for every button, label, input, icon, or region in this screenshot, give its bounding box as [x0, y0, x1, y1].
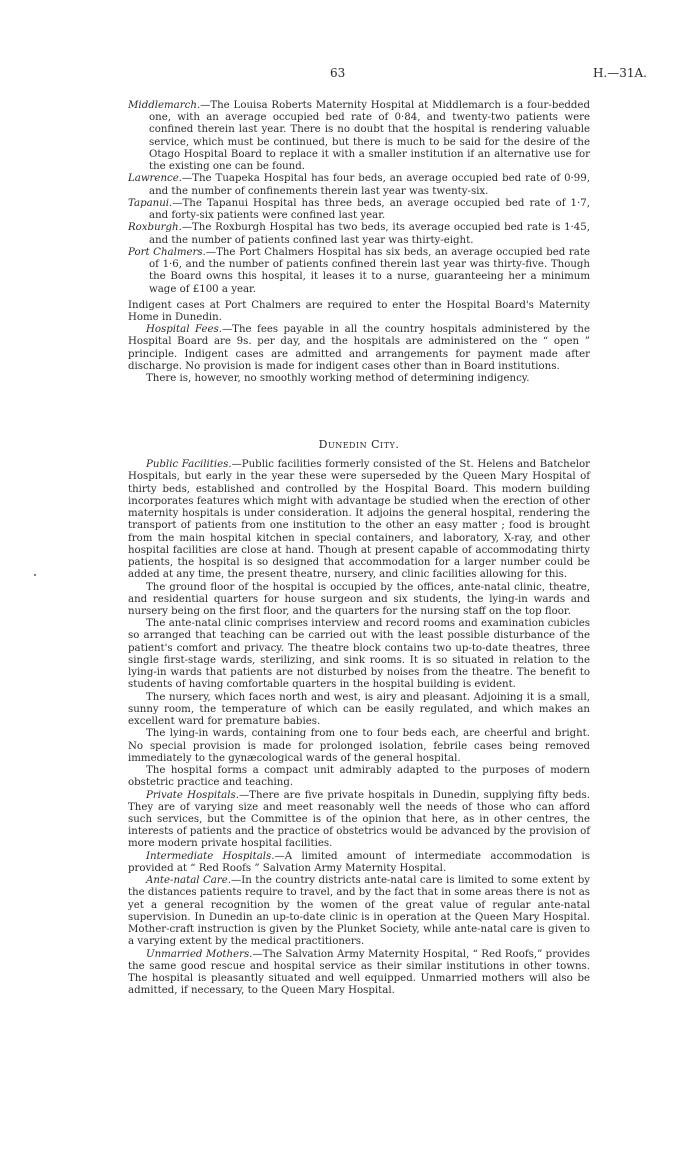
private-hospitals-text: —There are five private hospitals in Dunedin, supplying fifty beds. They are of varying size and meet reasonably well the needs of those who can afford such services, but the Committee is of the opinion that here, as in other centres, the interests of patients and the practice of obstetrics would be advanced by the provision of more modern private hospital facilities.: [128, 789, 590, 850]
hospital-fees-text: —The fees payable in all the country hospitals administered by the Hospital Board are 9s. per day, and the hospitals are administered on the “ open ” principle. Indigent cases are admitted and arrangements for payment made after discharge. No provision is made for indigent cases other than in Board institutions.: [128, 324, 590, 372]
entry-name: Middlemarch.: [128, 100, 201, 111]
paragraph: The nursery, which faces north and west, is airy and pleasant. Adjoining it is a small, sunny room, the temperature of which can be easily regulated, and which makes an excellent ward for premature babies.: [128, 691, 590, 728]
indigent-note: Indigent cases at Port Chalmers are required to enter the Hospital Board's Maternity Home in Dunedin.: [128, 299, 590, 323]
entry-port-chalmers: [128, 247, 590, 296]
intermediate-hospitals-text: —A limited amount of intermediate accommodation is provided at “ Red Roofs ” Salvation Army Maternity Hospital.: [128, 850, 590, 874]
intermediate-hospitals-label: Intermediate Hospitals.: [146, 850, 275, 862]
country-hospitals-block: [128, 100, 590, 385]
entry-name: Port Chalmers.: [128, 246, 206, 258]
public-facilities-text: —Public facilities formerly consisted of the St. Helens and Batchelor Hospitals, but early in the year these were superseded by the Queen Mary Hospital of thirty beds, established and controlled by the Hospital Board. This modern building incorporates features which might with advantage be studied when the erection of other maternity hospitals is under consideration. It adjoins the general hospital, rendering the transport of patients from one institution to the other an easy matter ; food is brought from the main hospital kitchen in special containers, and laboratory, X-ray, and other hospital facilities are close at hand. Though at present capable of accommodating thirty patients, the hospital is so designed that accommodation for a larger number could be added at any time, the present theatre, nursery, and clinic facilities allowing for this.: [128, 459, 590, 581]
section-heading: Dunedin City.: [318, 438, 400, 451]
document-reference: H.—31A.: [592, 66, 647, 80]
indigency-note: There is, however, no smoothly working method of determining indigency.: [146, 373, 530, 385]
scan-speck: [34, 574, 36, 576]
ante-natal-care-label: Ante-natal Care.: [146, 875, 232, 887]
private-hospitals-label: Private Hospitals.: [146, 789, 239, 801]
ante-natal-care-paragraph: [128, 875, 590, 948]
entry-name: Tapanui.: [128, 197, 173, 209]
hospital-fees-paragraph: [128, 324, 590, 373]
entry-text: —The Louisa Roberts Maternity Hospital at Middlemarch is a four-bedded one, with an average occupied bed rate of 0·84, and twenty-two patients were confined therein last year. There is no doubt that the hospital is rendering valuable service, which must be continued, but there is much to be said for the desire of the Otago Hospital Board to replace it with a smaller institution if an alternative use for the existing one can be found.: [149, 100, 590, 173]
entry-name: Roxburgh.: [128, 222, 182, 234]
private-hospitals-paragraph: [128, 790, 590, 851]
unmarried-mothers-text: —The Salvation Army Maternity Hospital, “ Red Roofs,” provides the same good rescue and hospital service as their similar institutions in other towns. The hospital is pleasantly situated and well equipped. Unmarried mothers will also be admitted, if necessary, to the Queen Mary Hospital.: [128, 948, 590, 997]
entry-tapanui: [128, 198, 590, 222]
entry-name: Lawrence.: [128, 173, 182, 185]
hospital-fees-label: Hospital Fees.: [146, 324, 222, 336]
unmarried-mothers-paragraph: [128, 949, 590, 998]
entry-roxburgh: [128, 222, 590, 246]
page-header: [0, 66, 700, 82]
entry-text: —The Roxburgh Hospital has two beds, its average occupied bed rate is 1·45, and the number of patients confined last year was thirty-eight.: [149, 222, 590, 246]
entry-text: —The Tuapeka Hospital has four beds, an average occupied bed rate of 0·99, and the number of confinements therein last year was twenty-six.: [149, 173, 590, 197]
entry-text: —The Port Chalmers Hospital has six beds, an average occupied bed rate of 1·6, and the number of patients confined therein last year was thirty-five. Though the Board owns this hospital, it leases it to a nurse, guaranteeing her a minimum wage of £100 a year.: [149, 246, 590, 295]
paragraph: The ante-natal clinic comprises interview and record rooms and examination cubicles so arranged that teaching can be carried out with the least possible disturbance of the patient's comfort and privacy. The theatre block contains two up-to-date theatres, three single first-stage wards, sterilizing, and sink rooms. It is so situated in relation to the lying-in wards that patients are not disturbed by noises from the theatre. The benefit to students of having comfortable quarters in the hospital building is evident.: [128, 618, 590, 691]
public-facilities-paragraph: [128, 459, 590, 581]
entry-lawrence: [128, 173, 590, 197]
paragraph: The hospital forms a compact unit admirably adapted to the purposes of modern obstetric practice and teaching.: [128, 765, 590, 789]
entry-text: —The Tapanui Hospital has three beds, an average occupied bed rate of 1·7, and forty-six patients were confined last year.: [149, 197, 590, 222]
ante-natal-care-text: —In the country districts ante-natal care is limited to some extent by the distances patients require to travel, and by the fact that in some areas there is not as yet a general recognition by the women of the great value of regular ante-natal supervision. In Dunedin an up-to-date clinic is in operation at the Queen Mary Hospital. Mother-craft instruction is given by the Plunket Society, while ante-natal care is given to a varying extent by the medical practitioners.: [128, 875, 590, 948]
public-facilities-label: Public Facilities.: [146, 459, 232, 471]
entry-middlemarch: [128, 100, 590, 173]
unmarried-mothers-label: Unmarried Mothers.: [146, 948, 253, 960]
page-number: 63: [330, 66, 346, 80]
intermediate-hospitals-paragraph: [128, 851, 590, 875]
paragraph: The ground floor of the hospital is occupied by the offices, ante-natal clinic, theatre, and residential quarters for house surgeon and six students, the lying-in wards and nursery being on the first floor, and the quarters for the nursing staff on the top floor.: [128, 581, 590, 617]
dunedin-city-block: [128, 438, 590, 998]
paragraph: The lying-in wards, containing from one to four beds each, are cheerful and bright. No special provision is made for prolonged isolation, febrile cases being removed immediately to the gynæcological wards of the general hospital.: [128, 728, 590, 764]
